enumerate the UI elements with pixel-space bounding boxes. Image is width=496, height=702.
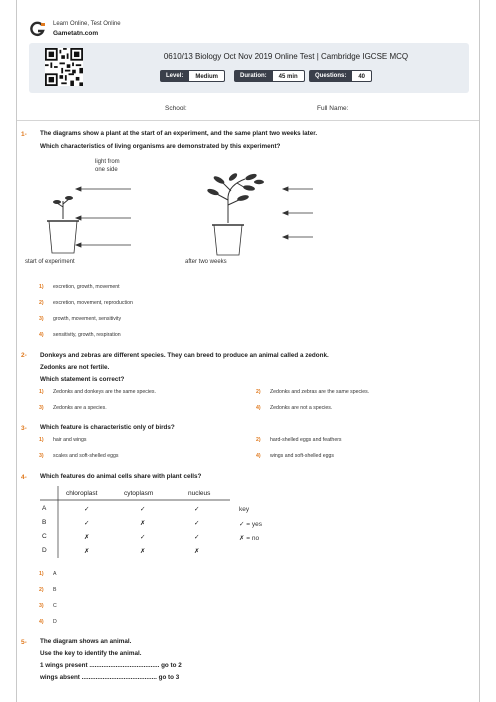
table-cell: ✓ bbox=[84, 506, 90, 513]
fullname-label: Full Name: bbox=[317, 105, 349, 112]
header-nucleus: nucleus bbox=[188, 490, 211, 497]
gametatn-logo-icon bbox=[29, 21, 47, 37]
q2-option-2[interactable]: 2) Zedonks and zebras are the same species. bbox=[256, 389, 370, 395]
q5-text-3: 1 wings present ........................................ go to 2 bbox=[40, 662, 182, 669]
table-cell: ✓ bbox=[194, 520, 200, 527]
q3-option-1[interactable]: 1) hair and wings bbox=[39, 437, 87, 443]
q1-option-1[interactable]: 1) excretion, growth, movement bbox=[39, 284, 120, 290]
table-cell: ✗ bbox=[140, 548, 146, 555]
worksheet-page bbox=[16, 0, 480, 702]
row-label-d: D bbox=[42, 547, 47, 554]
questions-badge bbox=[309, 70, 372, 82]
q2-text-3: Which statement is correct? bbox=[40, 376, 125, 383]
q2-number: 2- bbox=[21, 352, 27, 359]
light-label-2: one side bbox=[95, 167, 118, 173]
brand-tagline: Learn Online, Test Online bbox=[53, 21, 121, 27]
test-title: 0610/13 Biology Oct Nov 2019 Online Test | Cambridge IGCSE MCQ bbox=[163, 52, 409, 61]
table-cell: ✗ bbox=[84, 534, 90, 541]
duration-label: Duration: bbox=[234, 70, 273, 82]
q5-text-2: Use the key to identify the animal. bbox=[40, 650, 142, 657]
divider bbox=[17, 120, 479, 121]
questions-value: 40 bbox=[352, 70, 372, 82]
start-label: start of experiment bbox=[25, 259, 75, 265]
q1-text-2: Which characteristics of living organisms are demonstrated by this experiment? bbox=[40, 143, 281, 150]
key-yes: ✓ = yes bbox=[239, 521, 262, 528]
table-cell: ✓ bbox=[140, 534, 146, 541]
q4-number: 4- bbox=[21, 474, 27, 481]
q3-option-3[interactable]: 3) scales and soft-shelled eggs bbox=[39, 453, 119, 459]
q2-option-1[interactable]: 1) Zedonks and donkeys are the same species. bbox=[39, 389, 156, 395]
q1-number: 1- bbox=[21, 131, 27, 138]
q3-text-1: Which feature is characteristic only of birds? bbox=[40, 424, 175, 431]
table-cell: ✓ bbox=[140, 506, 146, 513]
test-header bbox=[29, 43, 469, 93]
q2-text-2: Zedonks are not fertile. bbox=[40, 364, 110, 371]
q1-text-1: The diagrams show a plant at the start of an experiment, and the same plant two weeks later. bbox=[40, 130, 318, 137]
level-value: Medium bbox=[189, 70, 225, 82]
duration-value: 45 min bbox=[273, 70, 305, 82]
header-cytoplasm: cytoplasm bbox=[124, 490, 154, 497]
after-label: after two weeks bbox=[185, 259, 227, 265]
table-cell: ✓ bbox=[194, 506, 200, 513]
q5-text-4: wings absent ........................................... go to 3 bbox=[40, 674, 180, 681]
header-chloroplast: chloroplast bbox=[66, 490, 98, 497]
q3-option-4[interactable]: 4) wings and soft-shelled eggs bbox=[256, 453, 335, 459]
key-title: key bbox=[239, 506, 250, 513]
duration-badge bbox=[234, 70, 305, 82]
q1-option-2[interactable]: 2) excretion, movement, reproduction bbox=[39, 300, 133, 306]
q5-number: 5- bbox=[21, 639, 27, 646]
cell-features-table bbox=[40, 486, 230, 558]
questions-label: Questions: bbox=[309, 70, 352, 82]
q4-text-1: Which features do animal cells share with plant cells? bbox=[40, 473, 202, 480]
light-arrows-right bbox=[283, 187, 313, 239]
school-label: School: bbox=[165, 105, 187, 112]
q3-number: 3- bbox=[21, 425, 27, 432]
q3-option-2[interactable]: 2) hard-shelled eggs and feathers bbox=[256, 437, 342, 443]
plant-experiment-diagram bbox=[23, 155, 313, 273]
row-label-c: C bbox=[42, 533, 47, 540]
brand-site: Gametatn.com bbox=[53, 30, 99, 37]
q4-option-3[interactable]: 3) C bbox=[39, 603, 57, 609]
table-cell: ✗ bbox=[194, 548, 200, 555]
q5-text-1: The diagram shows an animal. bbox=[40, 638, 132, 645]
table-cell: ✗ bbox=[140, 520, 146, 527]
light-arrows-left bbox=[76, 187, 131, 247]
light-label-1: light from bbox=[95, 159, 120, 165]
qr-code-icon bbox=[45, 48, 83, 86]
row-label-b: B bbox=[42, 519, 47, 526]
q4-option-1[interactable]: 1) A bbox=[39, 571, 57, 577]
q4-option-4[interactable]: 4) D bbox=[39, 619, 57, 625]
table-cell: ✓ bbox=[194, 534, 200, 541]
key-no: ✗ = no bbox=[239, 535, 260, 542]
large-plant-icon bbox=[207, 172, 264, 255]
q2-option-3[interactable]: 3) Zedonks are a species. bbox=[39, 405, 107, 411]
q1-option-4[interactable]: 4) sensitivity, growth, respiration bbox=[39, 332, 121, 338]
table-cell: ✓ bbox=[84, 520, 90, 527]
level-badge bbox=[160, 70, 225, 82]
small-plant-icon bbox=[47, 196, 79, 253]
table-cell: ✗ bbox=[84, 548, 90, 555]
q2-option-4[interactable]: 4) Zedonks are not a species. bbox=[256, 405, 333, 411]
q2-text-1: Donkeys and zebras are different species. They can breed to produce an animal called a zedonk. bbox=[40, 352, 329, 359]
q4-option-2[interactable]: 2) B bbox=[39, 587, 57, 593]
brand bbox=[29, 18, 229, 40]
level-label: Level: bbox=[160, 70, 189, 82]
q1-option-3[interactable]: 3) growth, movement, sensitivity bbox=[39, 316, 122, 322]
row-label-a: A bbox=[42, 505, 47, 512]
